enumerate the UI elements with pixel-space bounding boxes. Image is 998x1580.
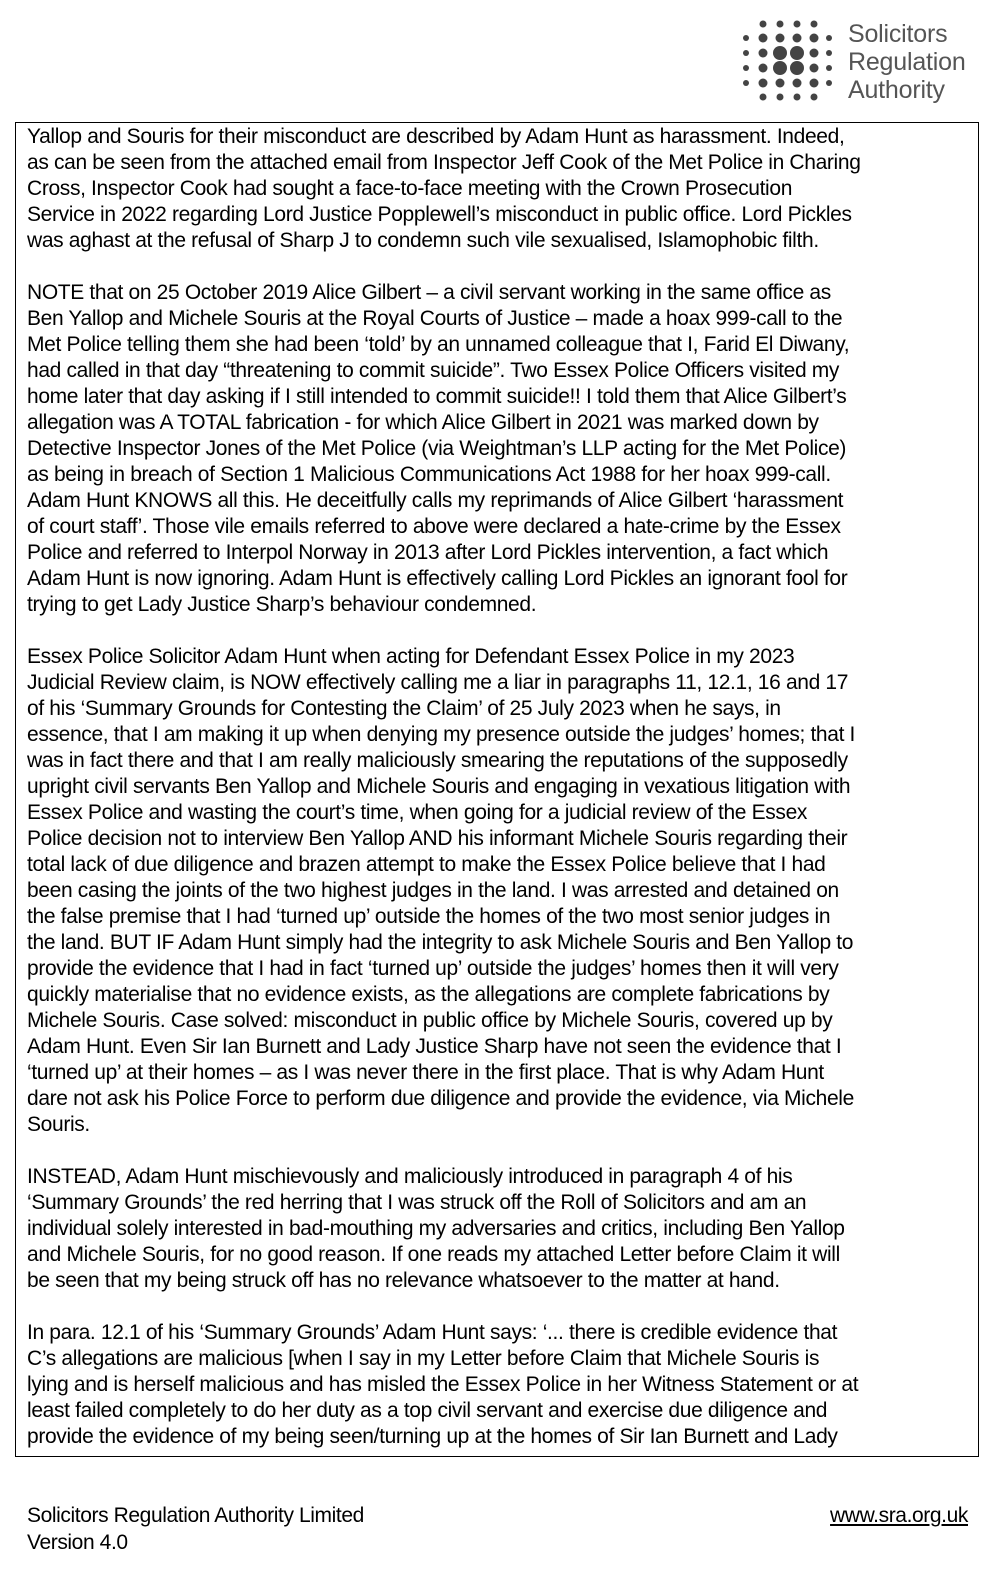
text-line: Service in 2022 regarding Lord Justice Popplewell’s misconduct in public office. Lord Pickles [27, 203, 852, 226]
footer-org: Solicitors Regulation Authority Limited [27, 1504, 364, 1527]
logo-dot [759, 34, 768, 43]
logo-dot [760, 21, 767, 28]
logo-dot [759, 79, 768, 88]
text-line: NOTE that on 25 October 2019 Alice Gilbert – a civil servant working in the same office as [27, 281, 831, 304]
text-line: as being in breach of Section 1 Malicious Communications Act 1988 for her hoax 999-call. [27, 463, 831, 486]
logo-dot [810, 49, 819, 58]
logo-dot [773, 61, 787, 75]
logo-dot [810, 64, 819, 73]
logo-dot [810, 79, 819, 88]
footer-website-link[interactable]: www.sra.org.uk [830, 1504, 968, 1527]
logo-dot [743, 80, 749, 86]
logo-dot [790, 61, 804, 75]
text-line: ‘Summary Grounds’ the red herring that I was struck off the Roll of Solicitors and am an [27, 1191, 807, 1214]
sra-logo-text [848, 20, 966, 104]
logo-dot [826, 80, 832, 86]
text-line: Judicial Review claim, is NOW effectively calling me a liar in paragraphs 11, 12.1, 16 and 17 [27, 671, 849, 694]
logo-dot [777, 21, 784, 28]
paragraph [27, 124, 972, 254]
text-line: essence, that I am making it up when denying my presence outside the judges’ homes; that I [27, 723, 856, 746]
text-line: and Michele Souris, for no good reason. If one reads my attached Letter before Claim it will [27, 1243, 840, 1266]
text-line: the land. BUT IF Adam Hunt simply had the integrity to ask Michele Souris and Ben Yallop to [27, 931, 854, 954]
text-line: Detective Inspector Jones of the Met Police (via Weightman’s LLP acting for the Met Police) [27, 437, 847, 460]
logo-dot [811, 94, 818, 101]
paragraph [27, 280, 972, 618]
logo-line: Regulation [848, 48, 966, 76]
footer-version: Version 4.0 [27, 1531, 128, 1554]
text-line: allegation was A TOTAL fabrication - for which Alice Gilbert in 2021 was marked down by [27, 411, 819, 434]
logo-dot [793, 79, 802, 88]
text-line: lying and is herself malicious and has misled the Essex Police in her Witness Statement or at [27, 1373, 859, 1396]
text-line: Michele Souris. Case solved: misconduct in public office by Michele Souris, covered up by [27, 1009, 833, 1032]
footer-left [27, 1502, 364, 1556]
text-line: individual solely interested in bad-mouthing my adversaries and critics, including Ben Yallop [27, 1217, 845, 1240]
text-line: least failed completely to do her duty as a top civil servant and exercise due diligence and [27, 1399, 828, 1422]
text-line: Adam Hunt. Even Sir Ian Burnett and Lady Justice Sharp have not seen the evidence that I [27, 1035, 842, 1058]
sra-logo [736, 12, 986, 112]
text-line: Adam Hunt is now ignoring. Adam Hunt is effectively calling Lord Pickles an ignorant fool for [27, 567, 848, 590]
logo-dot [793, 34, 802, 43]
text-line: home later that day asking if I still intended to commit suicide!! I told them that Alice Gilbert’s [27, 385, 847, 408]
text-line: had called in that day “threatening to commit suicide”. Two Essex Police Officers visited my [27, 359, 840, 382]
logo-dot [794, 94, 801, 101]
text-line: quickly materialise that no evidence exists, as the allegations are complete fabrications by [27, 983, 830, 1006]
logo-dot [794, 21, 801, 28]
logo-dot [790, 46, 804, 60]
text-line: provide the evidence of my being seen/turning up at the homes of Sir Ian Burnett and Lady [27, 1425, 838, 1448]
paragraph [27, 644, 972, 1138]
text-line: In para. 12.1 of his ‘Summary Grounds’ Adam Hunt says: ‘... there is credible evidence that [27, 1321, 838, 1344]
text-line: Ben Yallop and Michele Souris at the Royal Courts of Justice – made a hoax 999-call to the [27, 307, 843, 330]
text-line: Police and referred to Interpol Norway in 2013 after Lord Pickles intervention, a fact which [27, 541, 829, 564]
sra-logo-dots-icon [736, 12, 836, 112]
logo-line: Solicitors [848, 20, 948, 48]
logo-dot [826, 35, 832, 41]
text-line: total lack of due diligence and brazen attempt to make the Essex Police believe that I had [27, 853, 826, 876]
text-line: Yallop and Souris for their misconduct are described by Adam Hunt as harassment. Indeed, [27, 125, 845, 148]
text-line: be seen that my being struck off has no relevance whatsoever to the matter at hand. [27, 1269, 780, 1292]
text-line: provide the evidence that I had in fact ‘turned up’ outside the judges’ homes then it will very [27, 957, 839, 980]
text-line: Met Police telling them she had been ‘told’ by an unnamed colleague that I, Farid El Diwany, [27, 333, 850, 356]
text-line: of court staff’. Those vile emails referred to above were declared a hate-crime by the Essex [27, 515, 841, 538]
text-line: Essex Police and wasting the court’s time, when going for a judicial review of the Essex [27, 801, 808, 824]
logo-dot [777, 94, 784, 101]
logo-dot [760, 94, 767, 101]
text-line: was aghast at the refusal of Sharp J to condemn such vile sexualised, Islamophobic filth. [27, 229, 819, 252]
text-line: the false premise that I had ‘turned up’ outside the homes of the two most senior judges in [27, 905, 831, 928]
logo-dot [826, 50, 832, 56]
text-line: was in fact there and that I am really maliciously smearing the reputations of the supposedly [27, 749, 848, 772]
document-body [27, 124, 972, 1457]
text-line: upright civil servants Ben Yallop and Michele Souris and engaging in vexatious litigation with [27, 775, 851, 798]
logo-dot [776, 79, 785, 88]
text-line: of his ‘Summary Grounds for Contesting the Claim’ of 25 July 2023 when he says, in [27, 697, 781, 720]
text-line: Adam Hunt KNOWS all this. He deceitfully calls my reprimands of Alice Gilbert ‘harassment [27, 489, 844, 512]
text-line: been casing the joints of the two highest judges in the land. I was arrested and detained on [27, 879, 839, 902]
text-line: C’s allegations are malicious [when I say in my Letter before Claim that Michele Souris is [27, 1347, 820, 1370]
text-line: Police decision not to interview Ben Yallop AND his informant Michele Souris regarding their [27, 827, 848, 850]
logo-dot [759, 49, 768, 58]
logo-dot [810, 34, 819, 43]
text-line: Souris. [27, 1113, 90, 1136]
text-line: ‘turned up’ at their homes – as I was never there in the first place. That is why Adam Hunt [27, 1061, 824, 1084]
text-line: as can be seen from the attached email from Inspector Jeff Cook of the Met Police in Charing [27, 151, 861, 174]
logo-dot [743, 50, 749, 56]
text-line: dare not ask his Police Force to perform due diligence and provide the evidence, via Michele [27, 1087, 854, 1110]
logo-dot [811, 21, 818, 28]
logo-dot [776, 34, 785, 43]
text-line: Cross, Inspector Cook had sought a face-to-face meeting with the Crown Prosecution [27, 177, 793, 200]
text-line: INSTEAD, Adam Hunt mischievously and maliciously introduced in paragraph 4 of his [27, 1165, 793, 1188]
logo-dot [743, 65, 749, 71]
logo-dot [773, 46, 787, 60]
paragraph [27, 1320, 972, 1450]
paragraph [27, 1164, 972, 1294]
text-line: trying to get Lady Justice Sharp’s behaviour condemned. [27, 593, 537, 616]
text-line: Essex Police Solicitor Adam Hunt when acting for Defendant Essex Police in my 2023 [27, 645, 795, 668]
logo-dot [743, 35, 749, 41]
logo-dot [759, 64, 768, 73]
logo-dot [826, 65, 832, 71]
logo-line: Authority [848, 76, 945, 104]
document-text-box [15, 122, 979, 1457]
